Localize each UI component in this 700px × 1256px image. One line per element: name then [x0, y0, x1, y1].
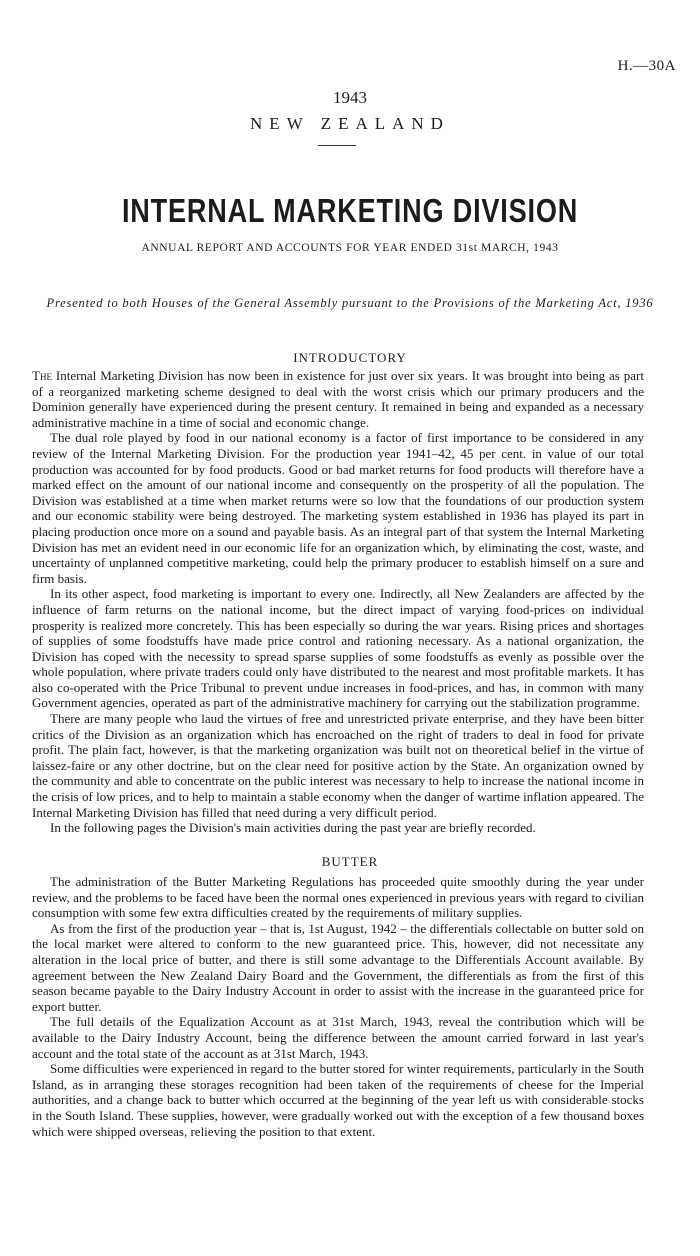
paragraph: As from the first of the production year – that is, 1st August, 1942 – the differentials collectable on butter sold on the local market were altered to conform to the new guaranteed price. This, however, did not necessitate any alteration in the local price of butter, and there is still some advantage to the Differentials Account available. By agreement between the New Zealand Dairy Board and the Government, the differentials as from the first of this season became payable to the Dairy Industry Account in order to assist with the increase in the guaranteed price for export butter.: [32, 920, 644, 1014]
paragraph: In its other aspect, food marketing is important to every one. Indirectly, all New Zealanders are affected by the influence of farm returns on the national income, but the direct impact of varying food-prices on individual prosperity is realized more concretely. This has been especially so during the war years. Rising prices and shortages of supplies of some foodstuffs have made price control and rationing necessary. As a national organization, the Division has coped with the necessity to spread sparse supplies of some foodstuffs as evenly as possible over the whole population, where private traders could only have distributed to the nearest and most profitable markets. It has also co-operated with the Price Tribunal to prevent undue increases in food-prices, and has, in common with many Government agencies, operated as part of the administrative machinery for carrying out the stabilization programme.: [32, 586, 644, 711]
paragraph: The Internal Marketing Division has now been in existence for just over six years. It was brought into being as part of a reorganized marketing scheme designed to deal with the worst crisis which our primary producers and the Dominion generally have experienced during the present century. It remained in being and expanded as a necessary administrative machine in a time of social and economic change.: [32, 368, 644, 430]
report-year: 1943: [333, 88, 367, 107]
section-heading-introductory: INTRODUCTORY: [293, 350, 407, 365]
paper-reference: H.—30A: [617, 58, 676, 74]
section-body-introductory: [32, 368, 644, 836]
section-heading-butter: BUTTER: [321, 854, 379, 869]
paragraph: The full details of the Equalization Account as at 31st March, 1943, reveal the contribution which will be available to the Dairy Industry Account, being the difference between the amount carried forward in last year's account and the total state of the account as at 31st March, 1943.: [32, 1014, 644, 1061]
paragraph: The dual role played by food in our national economy is a factor of first importance to be considered in any review of the Internal Marketing Division. For the production year 1941–42, 45 per cent. in value of our total production was accounted for by food products. Good or bad market returns for food products will therefore have a marked effect on the amount of our national income and consequently on the prosperity of all the population. The Division was established at a time when market returns were so low that the foundations of our production system and our economic stability were being destroyed. The marketing system established in 1936 has played its part in placing production once more on a sound and payable basis. As an integral part of that system the Internal Marketing Division has met an evident need in our economic life for an organization which, by eliminating the cost, waste, and uncertainty of unplanned competitive marketing, could help the primary producer to establish himself on a sure and firm basis.: [32, 430, 644, 586]
presented-line: Presented to both Houses of the General Assembly pursuant to the Provisions of the Marketing Act, 1936: [46, 296, 654, 310]
section-body-butter: [32, 874, 644, 1139]
paragraph: The administration of the Butter Marketing Regulations has proceeded quite smoothly during the year under review, and the problems to be faced have been the normal ones experienced in previous years with regard to civilian consumption with some few extra difficulties created by the requirements of military supplies.: [32, 874, 644, 921]
document-title: INTERNAL MARKETING DIVISION: [121, 192, 579, 229]
lead-word: The: [32, 368, 52, 383]
paragraph: In the following pages the Division's main activities during the past year are briefly recorded.: [50, 820, 536, 836]
country-name: NEW ZEALAND: [250, 114, 450, 133]
divider: [318, 145, 356, 146]
document-subtitle: ANNUAL REPORT AND ACCOUNTS FOR YEAR ENDED 31st MARCH, 1943: [141, 242, 559, 254]
paragraph: Some difficulties were experienced in regard to the butter stored for winter requirements, particularly in the South Island, as in arranging these storages recognition had been taken of the requirements of cheese for the Imperial authorities, and a change back to butter which occurred at the beginning of the year left us with considerable stocks in the South Island. These supplies, however, were gradually worked out with the exception of a few thousand boxes which were shipped overseas, relieving the position to that extent.: [32, 1061, 644, 1139]
paragraph: There are many people who laud the virtues of free and unrestricted private enterprise, and they have been bitter critics of the Division as an organization which has encroached on the right of traders to deal in food for private profit. The plain fact, however, is that the marketing organization was built not on theoretical belief in the virtue of laissez-faire or any other doctrine, but on the clear need for positive action by the State. An organization owned by the community and able to concentrate on the public interest was necessary to help to increase the national income in the crisis of low prices, and to help to maintain a stable economy when the danger of wartime inflation appeared. The Internal Marketing Division has filled that need during a very difficult period.: [32, 711, 644, 820]
